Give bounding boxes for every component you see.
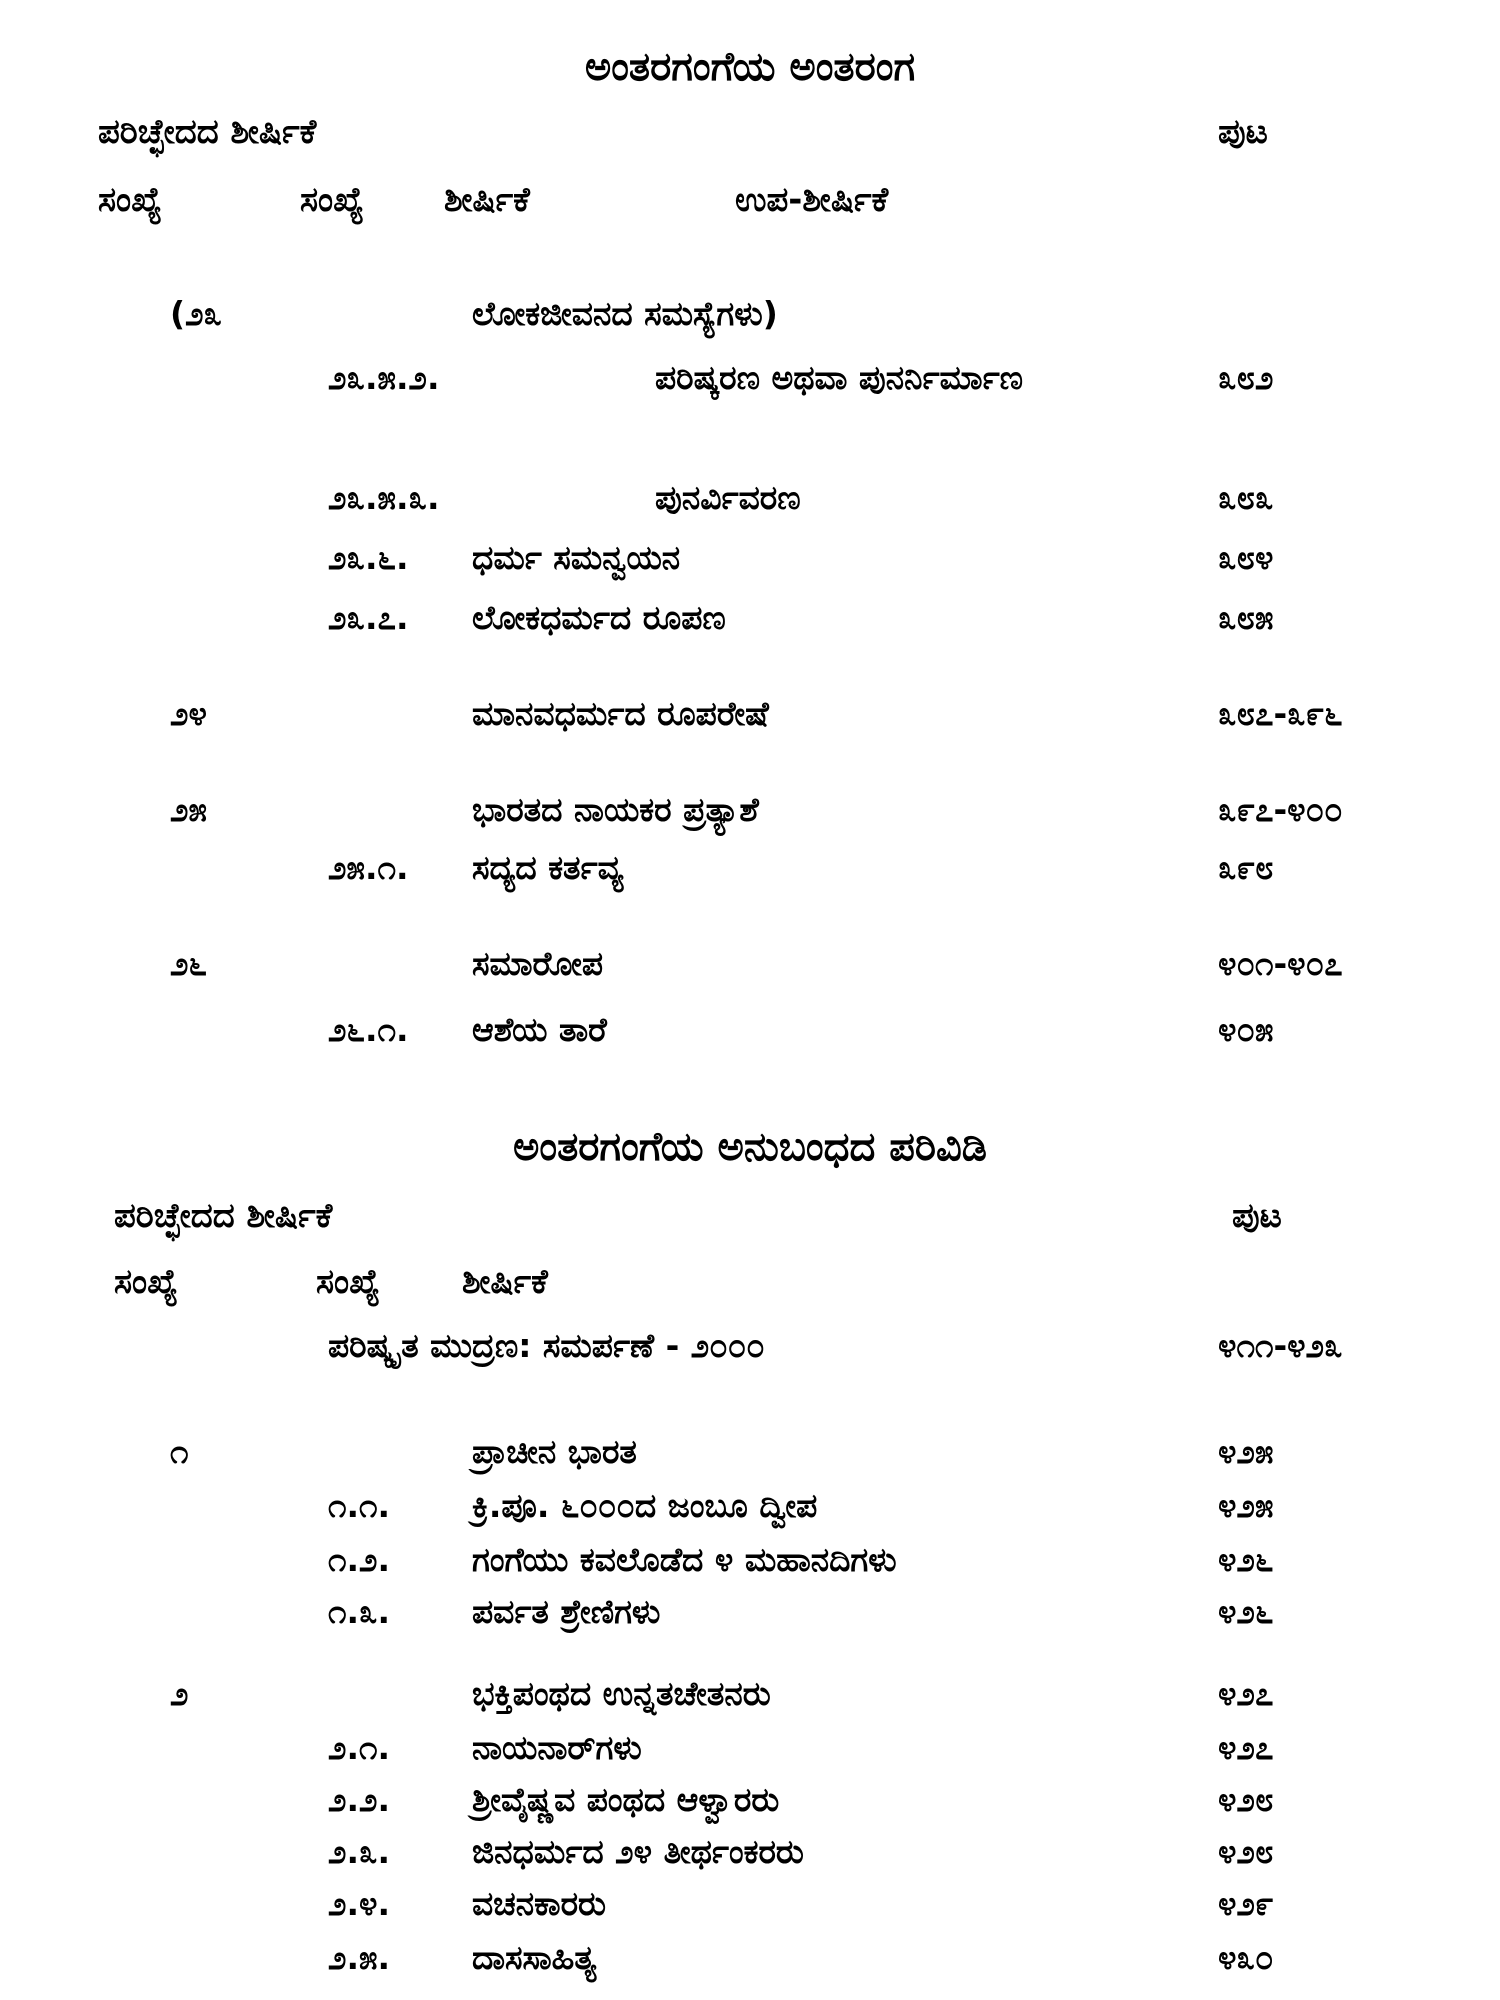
toc-row [0,1432,1500,1480]
section2-header-heading: ಶೀರ್ಷಿಕೆ [462,1262,548,1302]
toc-row [0,1592,1500,1640]
row-page: ೪೦೧-೪೦೭ [1218,944,1343,983]
row-subsection-number: ೨೩.೬. [328,538,409,577]
row-page: ೩೯೭-೪೦೦ [1218,790,1343,829]
section2-header-chapter-title: ಪರಿಚ್ಛೇದದ ಶೀರ್ಷಿಕೆ [114,1196,333,1236]
row-title: ಮಾನವಧರ್ಮದ ರೂಪರೇಷೆ [472,694,769,733]
row-title: ಪ್ರಾಚೀನ ಭಾರತ [472,1432,637,1471]
toc-row [0,1728,1500,1776]
row-page: ೪೨೭ [1218,1728,1274,1767]
row-subsection-number: ೧.೨. [328,1540,391,1579]
section2-header-subnumber: ಸಂಖ್ಯೆ [316,1262,380,1302]
row-page: ೪೨೫ [1218,1486,1274,1525]
row-title: ಭಕ್ತಿಪಂಥದ ಉನ್ನತಚೇತನರು [472,1674,771,1713]
row-title: ಆಶೆಯ ತಾರೆ [472,1010,607,1049]
section2-title: ಅಂತರಗಂಗೆಯ ಅನುಬಂಧದ ಪರಿವಿಡಿ [512,1124,987,1170]
row-chapter-number: ೨೫ [170,790,207,829]
toc-row [0,1832,1500,1880]
row-page: ೪೨೭ [1218,1674,1274,1713]
toc-row [0,1540,1500,1588]
row-subsection-number: ೨.೩. [328,1832,391,1871]
row-title: ಲೋಕಧರ್ಮದ ರೂಪಣ [472,598,726,637]
row-page: ೩೮೭-೩೯೬ [1218,694,1343,733]
toc-row [0,1884,1500,1932]
row-page: ೩೮೪ [1218,538,1274,577]
row-subsection-number: ೧.೧. [328,1486,391,1525]
section2-header-number: ಸಂಖ್ಯೆ [114,1262,178,1302]
row-title: ಸಮಾರೋಪ [472,944,604,983]
toc-row [0,1780,1500,1828]
row-title: ದಾಸಸಾಹಿತ್ಯ [472,1938,597,1977]
row-chapter-number: ೧ [170,1432,189,1471]
row-subtitle: ಪರಿಷ್ಕರಣ ಅಥವಾ ಪುನರ್ನಿರ್ಮಾಣ [655,358,1024,397]
row-title: ಪರ್ವತ ಶ್ರೇಣಿಗಳು [472,1592,661,1631]
row-page: ೪೩೦ [1218,1938,1274,1977]
toc-row [0,1486,1500,1534]
section1-title: ಅಂತರಗಂಗೆಯ ಅಂತರಂಗ [584,44,916,90]
toc-row [0,944,1500,992]
row-subsection-number: ೨೩.೫.೨. [328,358,440,397]
row-page: ೪೨೫ [1218,1432,1274,1471]
row-page: ೩೯೮ [1218,848,1274,887]
row-title: ಧರ್ಮ ಸಮನ್ವಯನ [472,538,681,577]
row-title: ನಾಯನಾರ್‌ಗಳು [472,1728,642,1767]
row-title: ಶ್ರೀವೈಷ್ಣವ ಪಂಥದ ಆಳ್ವಾರರು [472,1780,780,1819]
row-subsection-number: ೨.೪. [328,1884,391,1923]
toc-row [0,294,1500,342]
row-page: ೪೧೧-೪೨೩ [1218,1326,1343,1365]
row-title: ಸದ್ಯದ ಕರ್ತವ್ಯ [472,848,624,887]
toc-row [0,478,1500,526]
row-subsection-number: ೨೬.೧. [328,1010,409,1049]
row-subtitle: ಪುನರ್ವಿವರಣ [655,478,801,517]
row-chapter-number: ೨೬ [170,944,207,983]
row-title: ಲೋಕಜೀವನದ ಸಮಸ್ಯೆಗಳು) [472,294,778,333]
row-page: ೩೮೩ [1218,478,1274,517]
row-page: ೪೦೫ [1218,1010,1274,1049]
row-page: ೪೨೮ [1218,1780,1274,1819]
toc-row [0,848,1500,896]
row-subsection-number: ೨೫.೧. [328,848,409,887]
row-page: ೩೮೫ [1218,598,1274,637]
row-title: ಗಂಗೆಯು ಕವಲೊಡೆದ ೪ ಮಹಾನದಿಗಳು [472,1540,897,1579]
toc-row [0,358,1500,406]
row-subsection-number: ೨.೨. [328,1780,391,1819]
row-page: ೪೨೯ [1218,1884,1274,1923]
row-title: ವಚನಕಾರರು [472,1884,606,1923]
section1-header-subheading: ಉಪ-ಶೀರ್ಷಿಕೆ [735,180,889,220]
toc-row [0,1326,1500,1374]
toc-row [0,598,1500,646]
row-subsection-number: ೧.೩. [328,1592,391,1631]
section1-header-chapter-title: ಪರಿಚ್ಛೇದದ ಶೀರ್ಷಿಕೆ [98,112,317,152]
row-subsection-number: ೨.೧. [328,1728,391,1767]
section1-header-subnumber: ಸಂಖ್ಯೆ [300,180,364,220]
row-page: ೪೨೬ [1218,1592,1274,1631]
row-title: ಪರಿಷ್ಕೃತ ಮುದ್ರಣ: ಸಮರ್ಪಣೆ - ೨೦೦೦ [328,1326,765,1365]
section1-header-number: ಸಂಖ್ಯೆ [98,180,162,220]
section2-header-page: ಪುಟ [1232,1196,1282,1236]
row-subsection-number: ೨೩.೫.೩. [328,478,440,517]
row-chapter-number: (೨೩ [170,294,223,333]
section1-header-heading: ಶೀರ್ಷಿಕೆ [444,180,530,220]
section1-header-page: ಪುಟ [1218,112,1268,152]
toc-row [0,1938,1500,1986]
row-title: ಜಿನಧರ್ಮದ ೨೪ ತೀರ್ಥಂಕರರು [472,1832,804,1871]
row-chapter-number: ೨ [170,1674,189,1713]
toc-row [0,790,1500,838]
row-title: ಕ್ರಿ.ಪೂ. ೬೦೦೦ದ ಜಂಬೂ ದ್ವೀಪ [472,1486,818,1525]
toc-row [0,694,1500,742]
row-page: ೪೨೬ [1218,1540,1274,1579]
row-chapter-number: ೨೪ [170,694,207,733]
toc-row [0,1674,1500,1722]
toc-row [0,538,1500,586]
row-page: ೩೮೨ [1218,358,1274,397]
row-subsection-number: ೨.೫. [328,1938,391,1977]
row-page: ೪೨೮ [1218,1832,1274,1871]
toc-row [0,1010,1500,1058]
row-title: ಭಾರತದ ನಾಯಕರ ಪ್ರತ್ಯಾಶೆ [472,790,759,829]
row-subsection-number: ೨೩.೭. [328,598,409,637]
